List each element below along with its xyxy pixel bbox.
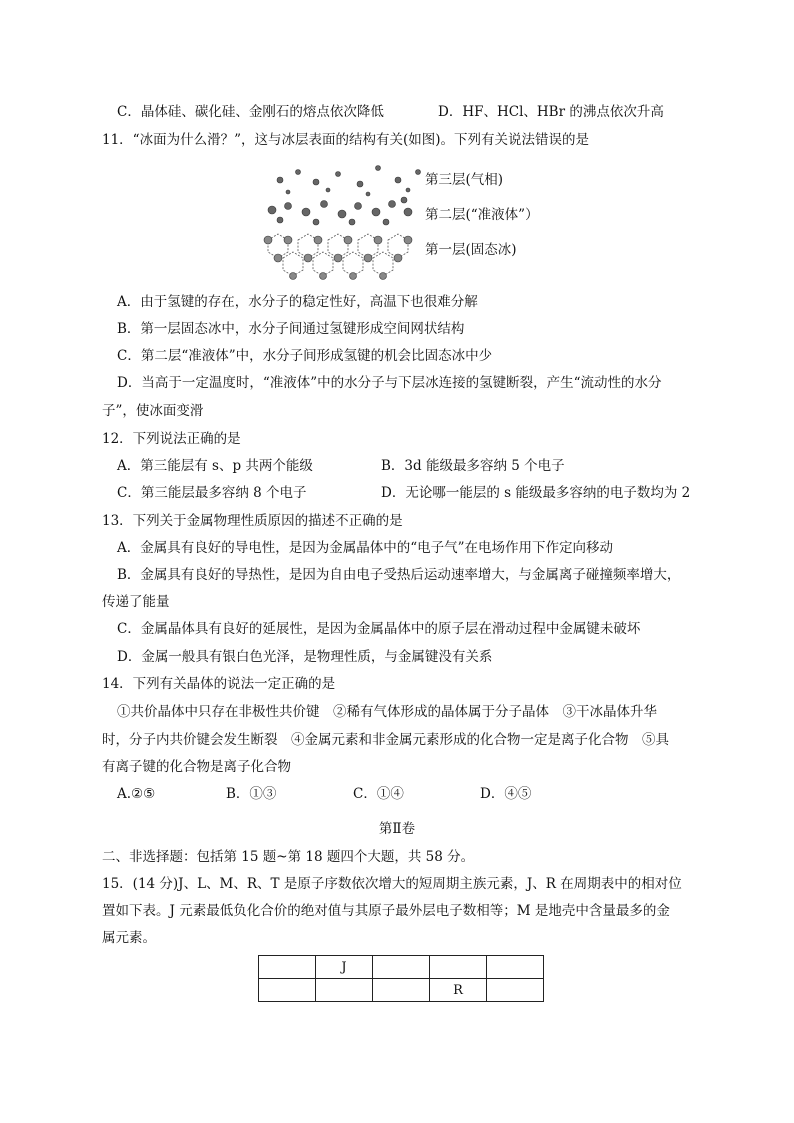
q13-option-b-cont: 传递了能量 bbox=[102, 594, 170, 610]
table-cell: R bbox=[430, 979, 487, 1002]
table-cell bbox=[430, 956, 487, 979]
table-cell: J bbox=[316, 956, 373, 979]
q11-option-c: C．第二层“准液体”中，水分子间形成氢键的机会比固态冰中少 bbox=[117, 348, 493, 364]
table-row bbox=[259, 956, 544, 979]
fig-label-layer1: 第一层(固态冰) bbox=[425, 242, 517, 258]
q13-option-b: B．金属具有良好的导热性，是因为自由电子受热后运动速率增大，与金属离子碰撞频率增大， bbox=[117, 567, 681, 583]
q14-option-b: B．①③ bbox=[226, 786, 277, 802]
q15-line1: 15．(14 分)J、L、M、R、T 是原子序数依次增大的短周期主族元素，J、R 在周期表中的相对位 bbox=[102, 876, 682, 892]
q14-statements-line1: ①共价晶体中只存在非极性共价键 ②稀有气体形成的晶体属于分子晶体 ③干冰晶体升华 bbox=[117, 704, 657, 720]
q10-option-d: D．HF、HCl、HBr 的沸点依次升高 bbox=[438, 104, 664, 120]
q13-option-c: C．金属晶体具有良好的延展性，是因为金属晶体中的原子层在滑动过程中金属键未破坏 bbox=[117, 621, 641, 637]
q11-stem: 11．“冰面为什么滑？”，这与冰层表面的结构有关(如图)。下列有关说法错误的是 bbox=[102, 132, 590, 148]
table-cell bbox=[487, 979, 544, 1002]
q11-option-d-cont: 子”，使冰面变滑 bbox=[102, 403, 204, 419]
section-title: 第Ⅱ卷 bbox=[378, 821, 416, 837]
q13-stem: 13．下列关于金属物理性质原因的描述不正确的是 bbox=[102, 513, 403, 529]
q14-stem: 14．下列有关晶体的说法一定正确的是 bbox=[102, 676, 336, 692]
q14-statements-line3: 有离子键的化合物是离子化合物 bbox=[102, 759, 291, 775]
q13-option-a: A．金属具有良好的导电性，是因为金属晶体中的“电子气”在电场作用下作定向移动 bbox=[117, 540, 614, 556]
q14-statements-line2: 时，分子内共价键会发生断裂 ④金属元素和非金属元素形成的化合物一定是离子化合物 ⑤具 bbox=[102, 732, 669, 748]
periodic-table-fragment bbox=[258, 955, 544, 1002]
table-row bbox=[259, 979, 544, 1002]
q14-option-a: A.②⑤ bbox=[117, 786, 156, 802]
table-cell bbox=[259, 979, 316, 1002]
table-cell bbox=[259, 956, 316, 979]
q12-option-b: B．3d 能级最多容纳 5 个电子 bbox=[381, 458, 565, 474]
q11-option-d: D．当高于一定温度时，“准液体”中的水分子与下层冰连接的氢键断裂，产生“流动性的水分 bbox=[117, 375, 662, 391]
q14-option-d: D．④⑤ bbox=[480, 786, 532, 802]
q13-option-d: D．金属一般具有银白色光泽，是物理性质，与金属键没有关系 bbox=[117, 649, 493, 665]
q12-option-d: D．无论哪一能层的 s 能级最多容纳的电子数均为 2 bbox=[381, 485, 691, 501]
q11-option-a: A．由于氢键的存在，水分子的稳定性好，高温下也很难分解 bbox=[117, 294, 478, 310]
fig-label-layer3: 第三层(气相) bbox=[425, 172, 504, 188]
q12-option-a: A．第三能层有 s、p 共两个能级 bbox=[117, 458, 313, 474]
q10-option-c: C．晶体硅、碳化硅、金刚石的熔点依次降低 bbox=[117, 104, 384, 120]
q15-line2: 置如下表。J 元素最低负化合价的绝对值与其原子最外层电子数相等；M 是地壳中含量最多的金 bbox=[102, 903, 670, 919]
section-header: 二、非选择题：包括第 15 题~第 18 题四个大题，共 58 分。 bbox=[102, 849, 475, 865]
q12-stem: 12．下列说法正确的是 bbox=[102, 431, 241, 447]
q12-option-c: C．第三能层最多容纳 8 个电子 bbox=[117, 485, 307, 501]
q15-line3: 属元素。 bbox=[102, 930, 156, 946]
q11-option-b: B．第一层固态冰中，水分子间通过氢键形成空间网状结构 bbox=[117, 321, 465, 337]
q14-option-c: C．①④ bbox=[353, 786, 404, 802]
fig-label-layer2: 第二层(“准液体”） bbox=[425, 207, 539, 223]
table-cell bbox=[316, 979, 373, 1002]
table-cell bbox=[487, 956, 544, 979]
table-cell bbox=[373, 956, 430, 979]
table-cell bbox=[373, 979, 430, 1002]
